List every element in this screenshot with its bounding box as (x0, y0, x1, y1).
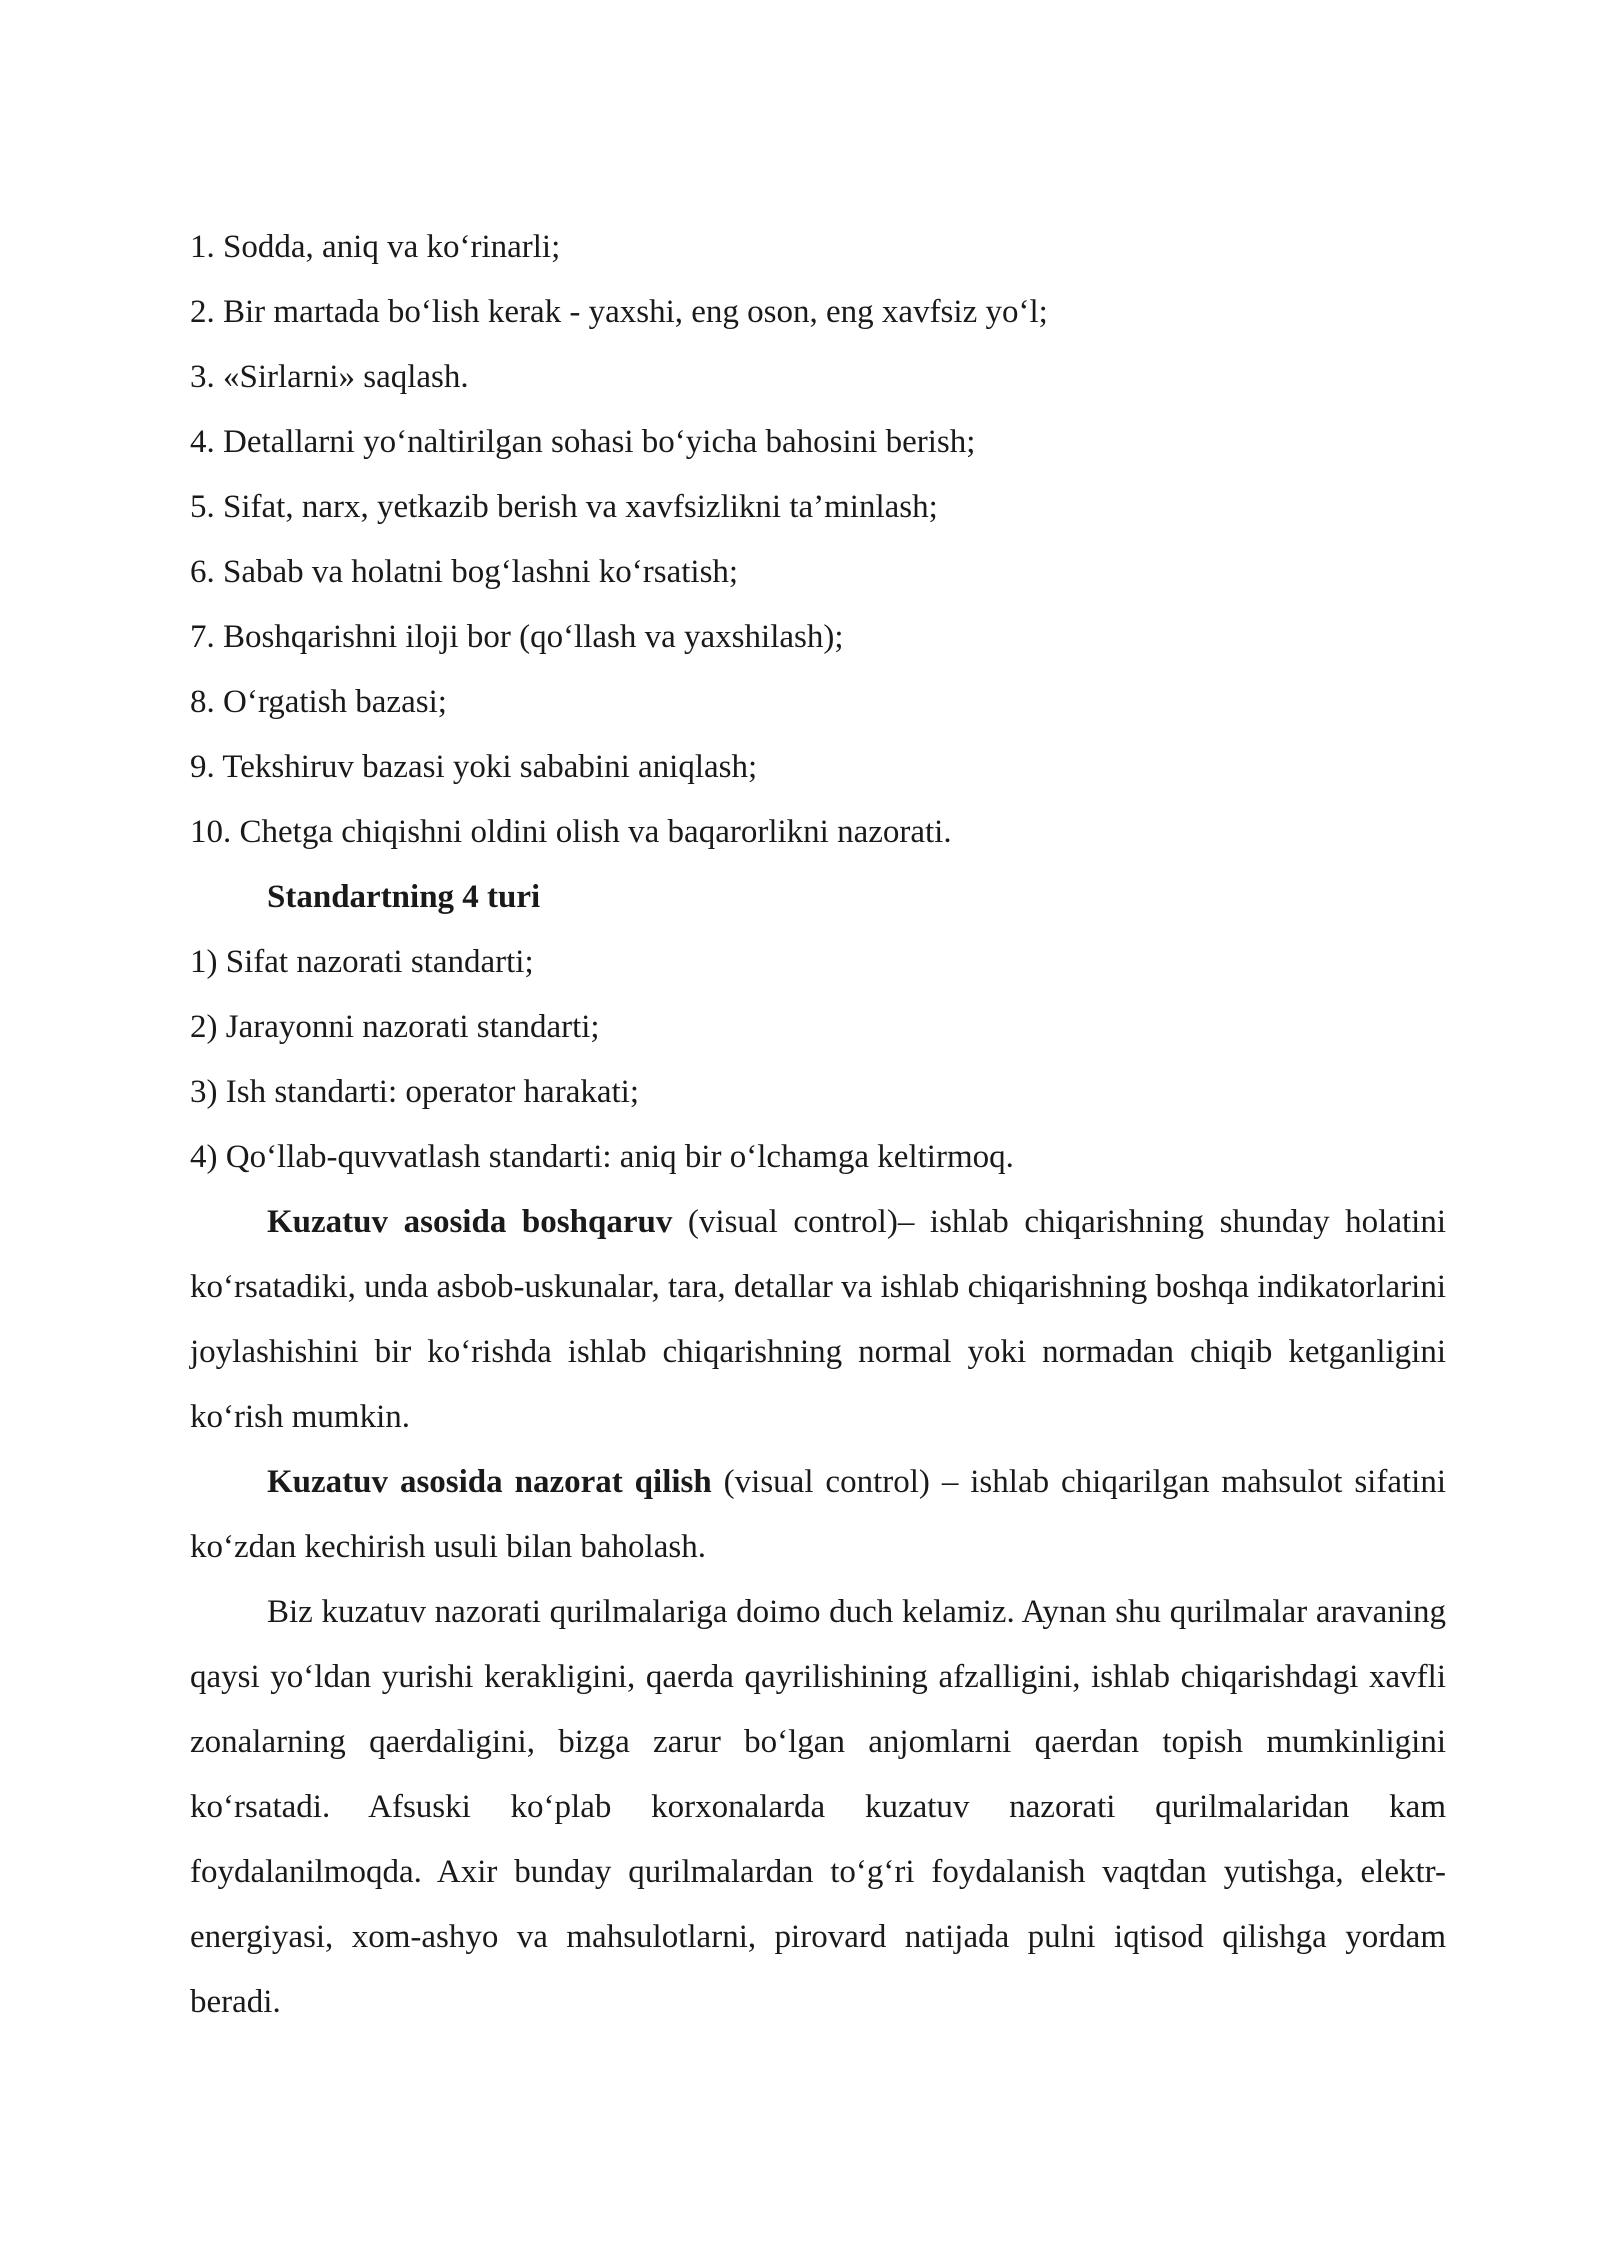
list-item: 4. Detallarni yo‘naltirilgan sohasi bo‘yicha bahosini berish; (190, 424, 976, 460)
visual-inspection-paragraph (190, 1450, 1446, 1580)
standard-item: 4) Qo‘llab-quvvatlash standarti: aniq bir o‘lchamga keltirmoq. (190, 1139, 1014, 1175)
paragraph-text: (visual control) – ishlab chiqarilgan mahsulot sifatini ko‘zdan kechirish usuli bilan baholash. (190, 1464, 1446, 1565)
paragraph-text: Biz kuzatuv nazorati qurilmalariga doimo duch kelamiz. Aynan shu qurilmalar aravaning qaysi yo‘ldan yurishi kerakligini, qaerda qayrilishining afzalligini, ishlab chiqarishdagi xavfli zonalarning qaerdaligini, bizga zarur bo‘lgan anjomlarni qaerdan topish mumkinligini ko‘rsatadi. Afsuski ko‘plab korxonalarda kuzatuv nazorati qurilmalaridan kam foydalanilmoqda. Axir bunday qurilmalardan to‘g‘ri foydalanish vaqtdan yutishga, elektr-energiyasi, xom-ashyo va mahsulotlarni, pirovard natijada pulni iqtisod qilishga yordam beradi. (190, 1594, 1446, 2020)
list-item: 7. Boshqarishni iloji bor (qo‘llash va yaxshilash); (190, 619, 844, 655)
list-item: 2. Bir martada bo‘lish kerak - yaxshi, eng oson, eng xavfsiz yo‘l; (190, 294, 1048, 330)
list-item: 6. Sabab va holatni bog‘lashni ko‘rsatish; (190, 554, 739, 590)
standard-item: 3) Ish standarti: operator harakati; (190, 1074, 639, 1110)
paragraph-text: (visual control)– ishlab chiqarishning shunday holatini ko‘rsatadiki, unda asbob-uskunalar, tara, detallar va ishlab chiqarishning boshqa indikatorlarini joylashishini bir ko‘rishda ishlab chiqarishning normal yoki normadan chiqib ketganligini ko‘rish mumkin. (190, 1204, 1446, 1435)
visual-devices-paragraph (190, 1580, 1446, 2035)
standard-item: 1) Sifat nazorati standarti; (190, 944, 534, 980)
document-page (190, 215, 1446, 2035)
list-item: 3. «Sirlarni» saqlash. (190, 359, 469, 395)
standards-heading: Standartning 4 turi (267, 879, 541, 915)
list-item: 10. Chetga chiqishni oldini olish va baqarorlikni nazorati. (190, 814, 952, 850)
list-item: 8. O‘rgatish bazasi; (190, 684, 447, 720)
standard-item: 2) Jarayonni nazorati standarti; (190, 1009, 600, 1045)
list-item: 5. Sifat, narx, yetkazib berish va xavfsizlikni ta’minlash; (190, 489, 938, 525)
standards-list (190, 930, 1446, 1190)
visual-control-paragraph (190, 1190, 1446, 1450)
paragraph-term: Kuzatuv asosida nazorat qilish (267, 1464, 712, 1500)
principles-list (190, 215, 1446, 865)
paragraph-term: Kuzatuv asosida boshqaruv (267, 1204, 673, 1240)
list-item: 1. Sodda, aniq va ko‘rinarli; (190, 229, 561, 265)
list-item: 9. Tekshiruv bazasi yoki sababini aniqlash; (190, 749, 758, 785)
